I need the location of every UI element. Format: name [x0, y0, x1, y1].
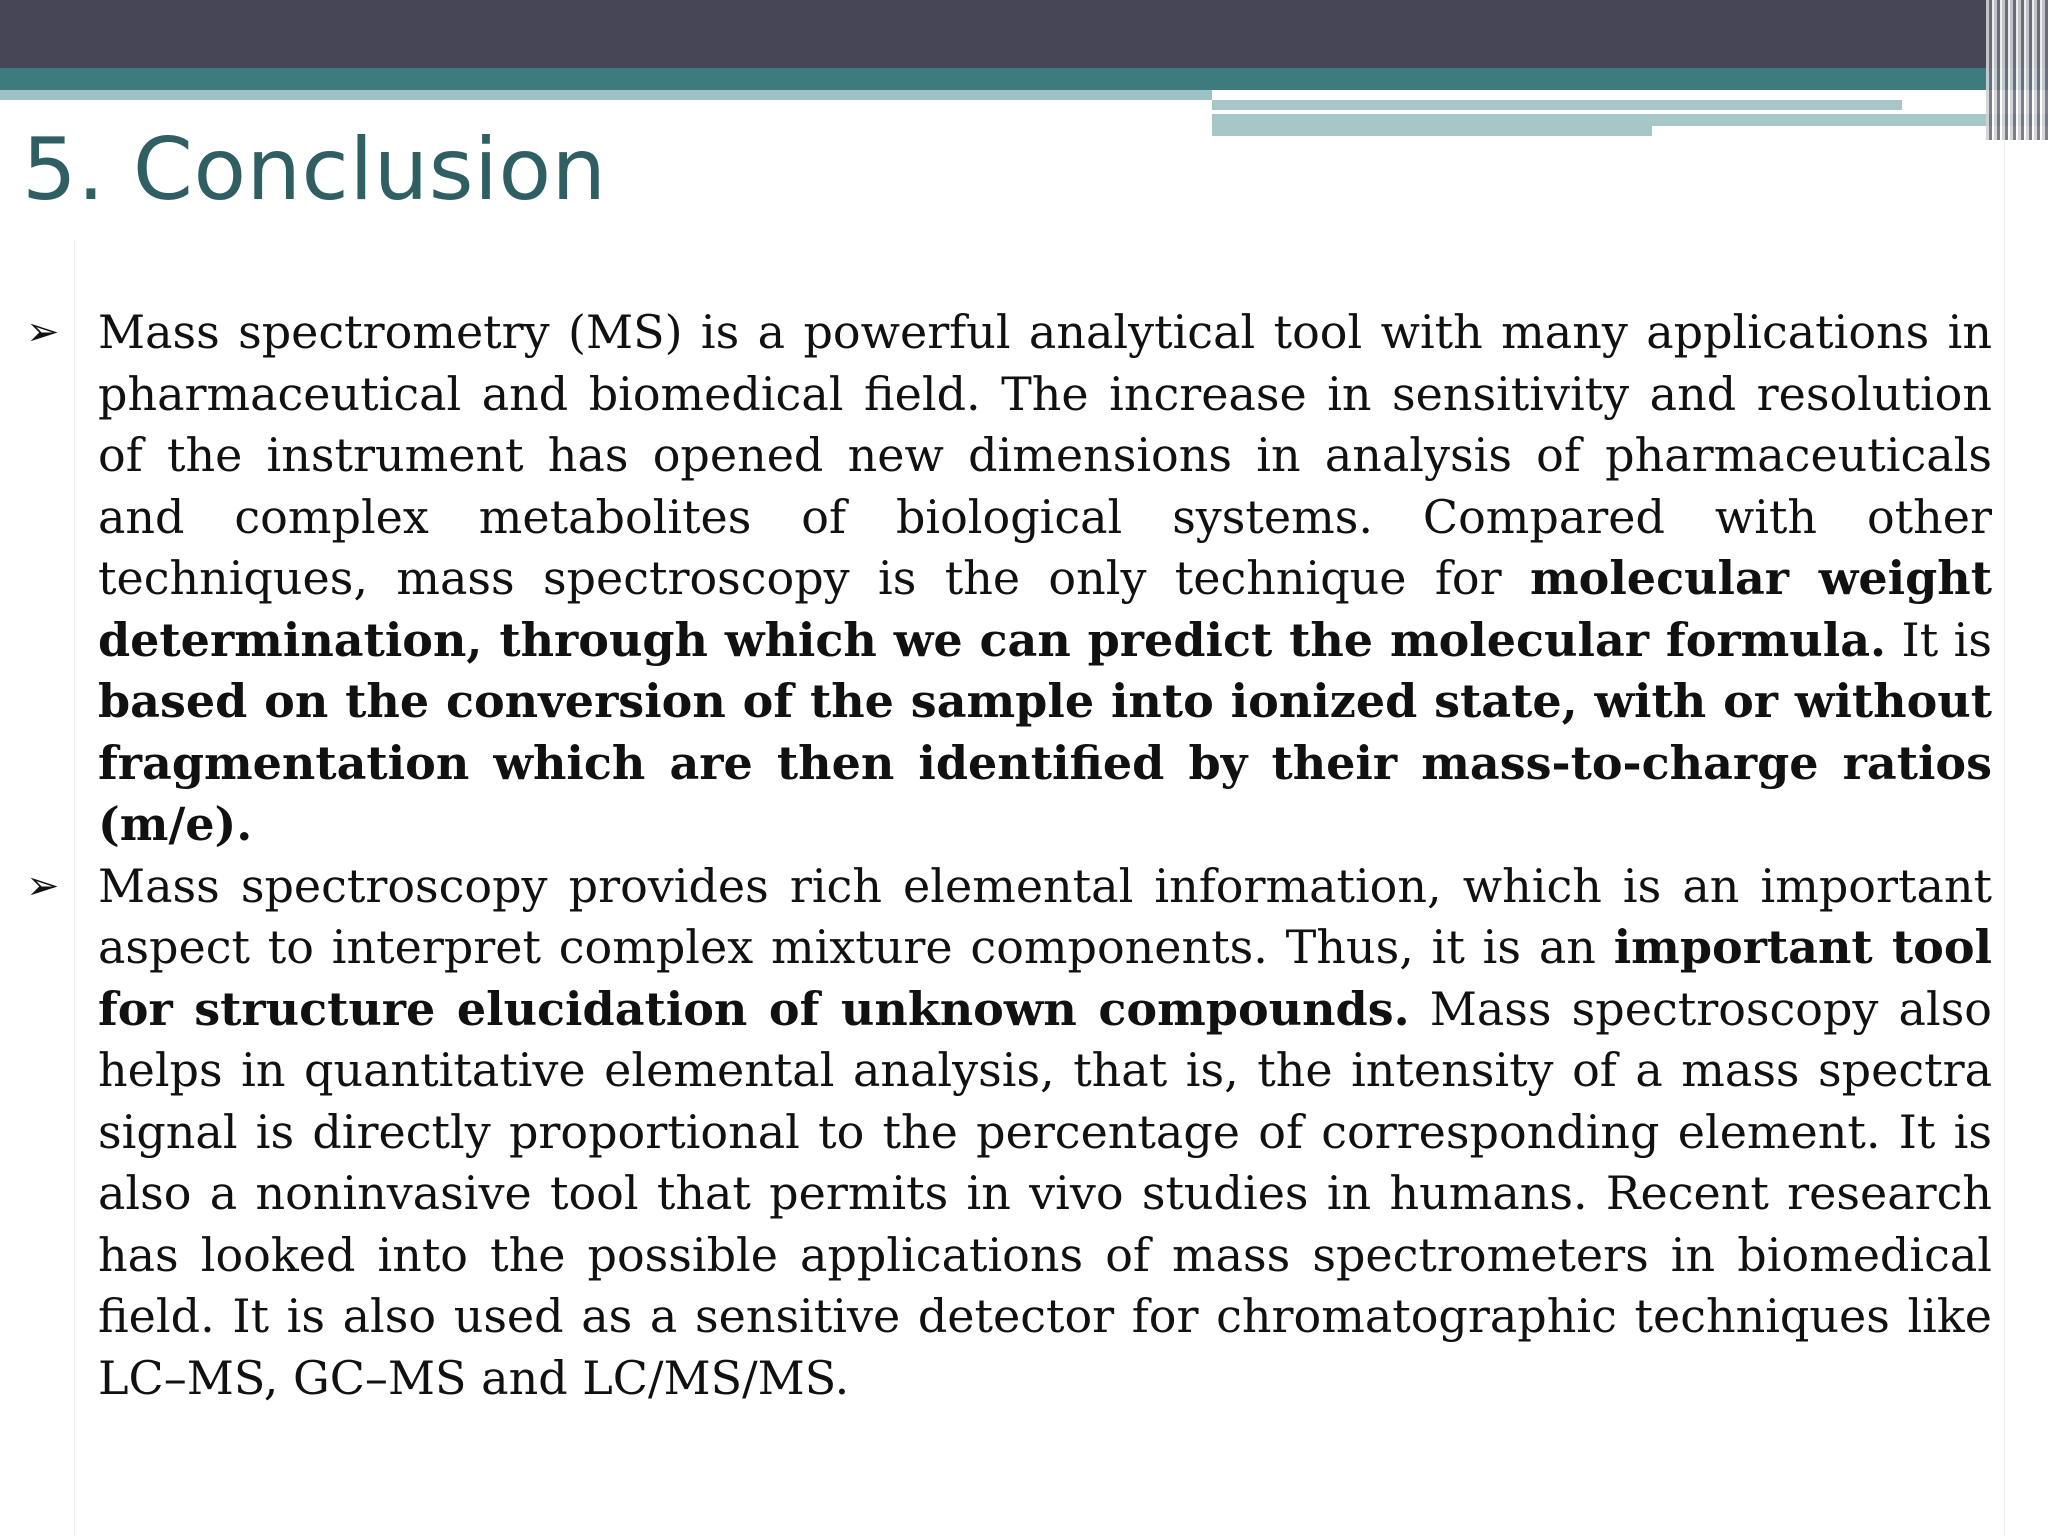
header-dark-bar — [0, 0, 2048, 68]
header-light-bar-left — [0, 90, 1212, 100]
bullet-item-2 — [22, 856, 1992, 1410]
text-segment: Mass spectrometry (MS) is a powerful analytical tool with many applications in pharmaceutical and biomedical field. The increase in sensitivity and resolution of the instrument has opened new dimensions in analysis of pharmaceuticals and complex metabolites of biological systems. Compared with other techniques, mass spectroscopy is the only technique for — [98, 305, 1992, 605]
text-segment: Mass spectroscopy also helps in quantitative elemental analysis, that is, the intensity of a mass spectra signal is directly proportional to the percentage of corresponding element. It is also a noninvasive tool that permits in vivo studies in humans. Recent research has looked into the possible applications of mass spectrometers in biomedical field. It is also used as a sensitive detector for chromatographic techniques like LC–MS, GC–MS and LC/MS/MS. — [98, 981, 1992, 1405]
header-stripes-decoration — [1986, 0, 2048, 140]
text-segment: It is — [1886, 612, 1992, 667]
header-light-bar-right — [1212, 100, 1902, 110]
bullet-text — [98, 856, 1992, 1410]
arrowhead-bullet-icon: ➢ — [26, 862, 60, 909]
bullet-item-1 — [22, 302, 1992, 856]
bold-text-segment: based on the conversion of the sample into ionized state, with or without fragmentation which are then identified by their mass-to-charge ratios (m/e). — [98, 674, 1992, 851]
header-teal-bar — [0, 68, 2048, 90]
arrowhead-bullet-icon: ➢ — [26, 309, 60, 355]
bold-text-segment: molecular weight determination, through which we can predict the molecular formula. — [98, 551, 1992, 667]
header-light-bar-right-lower — [1212, 114, 1652, 136]
right-guide-line — [2004, 140, 2005, 1536]
bold-text-segment: important tool for structure elucidation of unknown compounds. — [98, 920, 1992, 1036]
header-gap — [1212, 90, 2048, 100]
slide-title: 5. Conclusion — [22, 120, 607, 220]
text-segment: Mass spectroscopy provides rich elemental information, which is an important aspect to interpret complex mixture components. Thus, it is an — [98, 858, 1992, 974]
bullet-list — [22, 302, 1992, 1409]
bullet-text — [98, 302, 1992, 856]
